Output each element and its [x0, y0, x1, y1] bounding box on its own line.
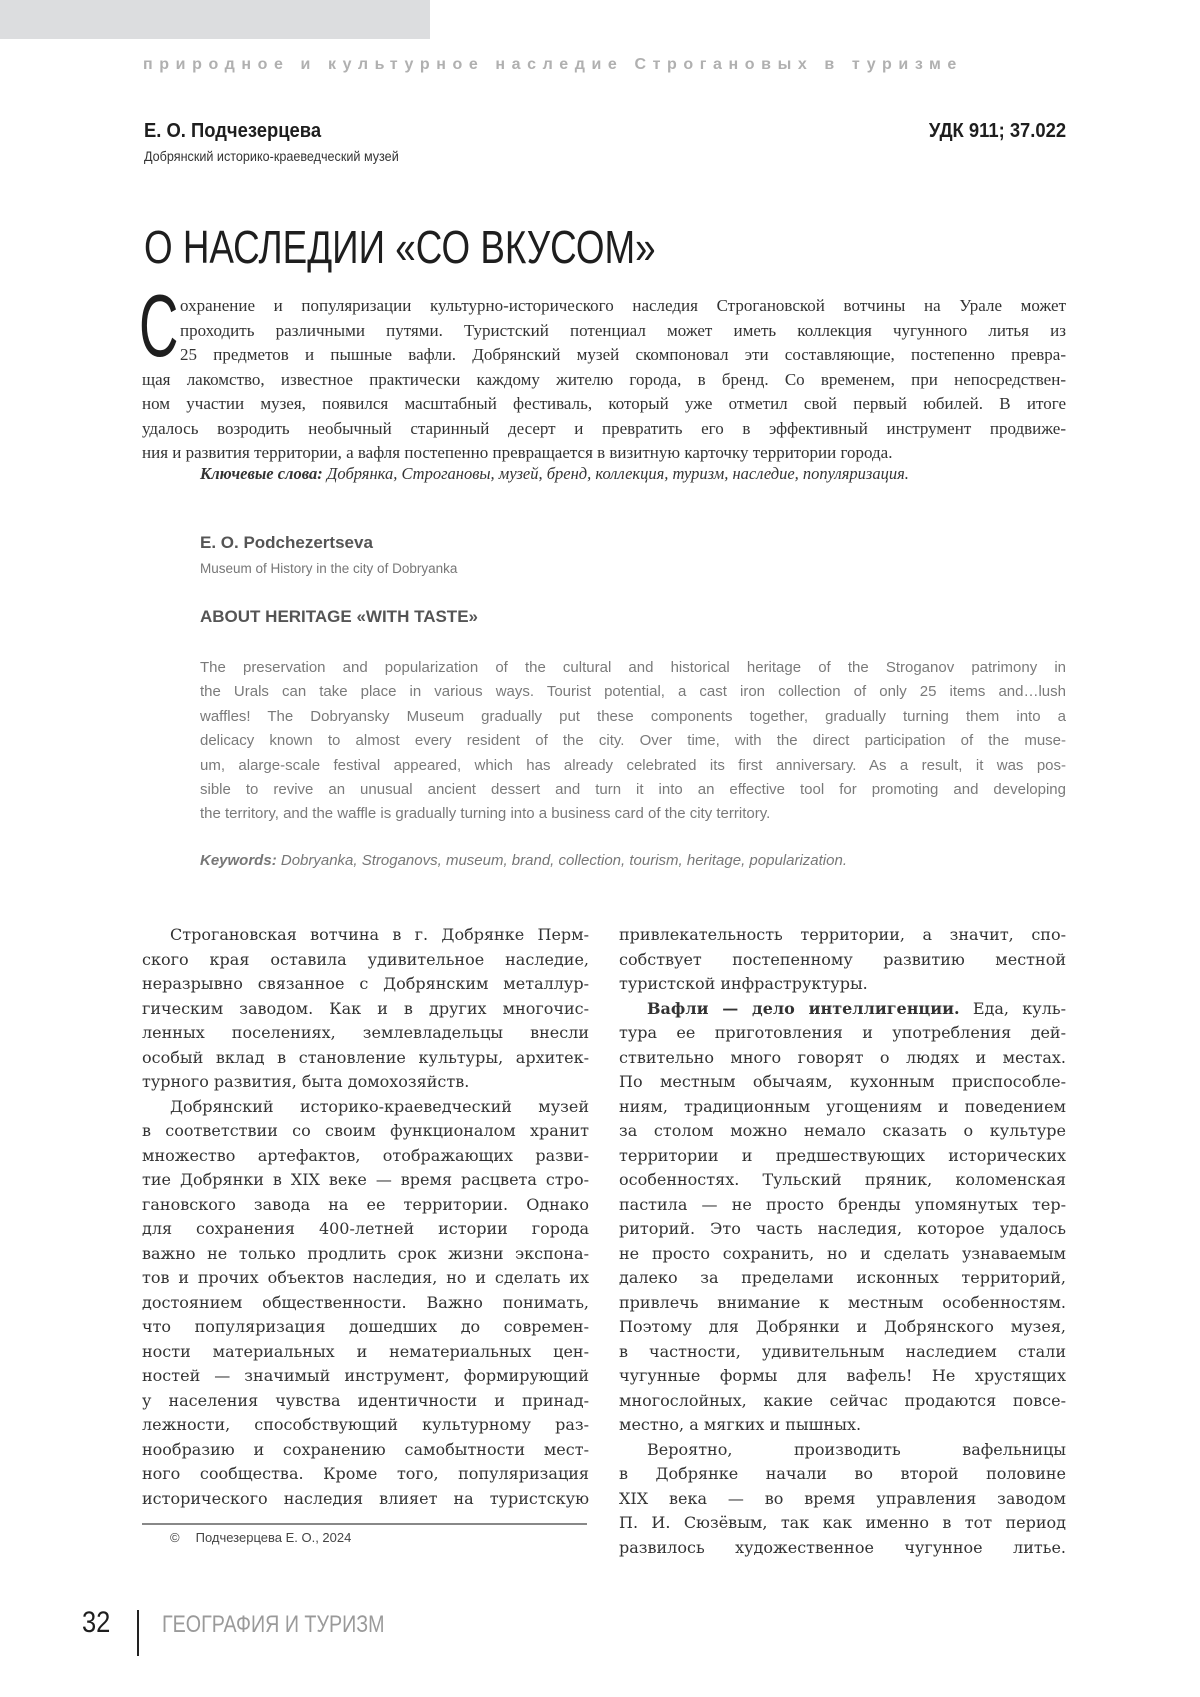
text-line: Строгановская вотчина в г. Добрянке Перм- [142, 923, 589, 948]
footnote-divider [142, 1523, 587, 1525]
text-line: что популяризация дошедших до современ- [142, 1315, 589, 1340]
text-line: не просто сохранить, но и сделать узнаваемым [619, 1242, 1066, 1267]
text-line: Поэтому для Добрянки и Добрянского музея, [619, 1315, 1066, 1340]
text-line: у населения чувства идентичности и принад- [142, 1389, 589, 1414]
text-line: исторического наследия влияет на туристскую [142, 1487, 589, 1512]
text-line: sible to revive an unusual ancient dessert and turn it into an effective tool for promoting and developing [200, 778, 1066, 802]
text-line: пастила — не просто бренды упомянутых тер- [619, 1193, 1066, 1218]
text-line: особый вклад в становление культуры, архитек- [142, 1046, 589, 1071]
article-title-en: ABOUT HERITAGE «WITH TASTE» [200, 607, 478, 627]
copyright-footnote [170, 1530, 351, 1545]
article-title: О НАСЛЕДИИ «СО ВКУСОМ» [144, 220, 656, 274]
text-line: множество артефактов, отображающих разви- [142, 1144, 589, 1169]
text-line: риторий. Это часть наследия, которое удалось [619, 1217, 1066, 1242]
text-line: Вероятно, производить вафельницы [619, 1438, 1066, 1463]
text-line: The preservation and popularization of the cultural and historical heritage of the Stroganov patrimony in [200, 656, 1066, 680]
abstract-en [200, 656, 1066, 827]
text-line: ского края оставила удивительное наследие, [142, 948, 589, 973]
text-line: delicacy known to almost every resident of the city. Over time, with the direct participation of the muse- [200, 729, 1066, 753]
text-line: туристской инфраструктуры. [619, 972, 1066, 997]
text-line: Добрянский историко-краеведческий музей [142, 1095, 589, 1120]
text-line: важно не только продлить срок жизни экспона- [142, 1242, 589, 1267]
text-line: чугунные формы для вафель! Не хрустящих [619, 1364, 1066, 1389]
author-name: Е. О. Подчезерцева [144, 120, 321, 143]
text-line: ствительно много говорят о людях и местах. [619, 1046, 1066, 1071]
text-line: ния и развития территории, а вафля постепенно превращается в визитную карточку территории города. [142, 441, 1066, 466]
author-affiliation-en: Museum of History in the city of Dobryanka [200, 561, 457, 576]
section-lead: Вафли — дело интеллигенции. [647, 999, 960, 1018]
page-number: 32 [82, 1606, 110, 1640]
text-line: П. И. Сюзёвым, так как именно в тот период [619, 1511, 1066, 1536]
text-line: гическим заводом. Как и в других многочис- [142, 997, 589, 1022]
text-line: далеко за пределами исконных территорий, [619, 1266, 1066, 1291]
text-line: собствует постепенному развитию местной [619, 948, 1066, 973]
text-line: По местным обычаям, кухонным приспособле- [619, 1070, 1066, 1095]
text-line: waffles! The Dobryansky Museum gradually put these components together, gradually turning them into a [200, 705, 1066, 729]
text-line: местно, а мягких и пышных. [619, 1413, 1066, 1438]
text-line: достоянием общественности. Важно понимать, [142, 1291, 589, 1316]
text-line: территории и предшествующих исторических [619, 1144, 1066, 1169]
header-decoration-box [0, 0, 430, 39]
drop-cap: С [139, 282, 178, 370]
text-line: привлекательность территории, а значит, спо- [619, 923, 1066, 948]
text-line: многослойных, какие сейчас продаются повсе- [619, 1389, 1066, 1414]
text-line: ном участии музея, появился масштабный фестиваль, который уже отметил свой первый юбилей. В итоге [142, 392, 1066, 417]
text-line: для сохранения 400-летней истории города [142, 1217, 589, 1242]
text-line: в соответствии со своим функционалом хранит [142, 1119, 589, 1144]
journal-section-title: ГЕОГРАФИЯ И ТУРИЗМ [162, 1611, 385, 1639]
text-run: Еда, куль- [960, 999, 1066, 1018]
text-line: the Urals can take place in various ways. Tourist potential, a cast iron collection of only 25 items and…lush [200, 680, 1066, 704]
keywords-ru [200, 464, 909, 484]
text-line: ности материальных и нематериальных цен- [142, 1340, 589, 1365]
keywords-en-text: Dobryanka, Stroganovs, museum, brand, collection, tourism, heritage, popularization. [277, 852, 847, 869]
text-line: ного сообщества. Кроме того, популяризация [142, 1462, 589, 1487]
text-line: тов и прочих объектов наследия, но и сделать их [142, 1266, 589, 1291]
author-affiliation: Добрянский историко-краеведческий музей [144, 148, 399, 164]
running-header: природное и культурное наследие Строгановых в туризме [143, 56, 963, 74]
text-line: охранение и популяризации культурно-исторического наследия Строгановской вотчины на Урале может [142, 294, 1066, 319]
text-line: в частности, удивительным наследием стали [619, 1340, 1066, 1365]
text-line: ниям, традиционным угощениям и поведением [619, 1095, 1066, 1120]
copyright-text: Подчезерцева Е. О., 2024 [196, 1530, 352, 1545]
copyright-icon: © [170, 1530, 180, 1545]
abstract-ru [142, 294, 1066, 466]
text-line: привлечь внимание к местным особенностям. [619, 1291, 1066, 1316]
text-line: неразрывно связанное с Добрянским металлур- [142, 972, 589, 997]
text-line [619, 997, 1066, 1022]
text-line: ленных поселениях, землевладельцы внесли [142, 1021, 589, 1046]
text-line: нообразию и сохранению самобытности мест- [142, 1438, 589, 1463]
text-line: тие Добрянки в XIX веке — время расцвета стро- [142, 1168, 589, 1193]
text-line: особенностях. Тульский пряник, коломенская [619, 1168, 1066, 1193]
text-line: турного развития, быта домохозяйств. [142, 1070, 589, 1095]
text-line: развилось художественное чугунное литье. [619, 1536, 1066, 1561]
text-line: в Добрянке начали во второй половине [619, 1462, 1066, 1487]
keywords-ru-text: Добрянка, Строгановы, музей, бренд, коллекция, туризм, наследие, популяризация. [323, 464, 909, 483]
udk-code: УДК 911; 37.022 [929, 120, 1066, 143]
text-line: the territory, and the waffle is gradually turning into a business card of the city territory. [200, 802, 1066, 826]
text-line: XIX века — во время управления заводом [619, 1487, 1066, 1512]
author-name-en: E. O. Podchezertseva [200, 533, 373, 553]
text-line: щая лакомство, известное практически каждому жителю города, в бренд. Со временем, при непосредствен- [142, 368, 1066, 393]
keywords-en-label: Keywords: [200, 852, 277, 869]
keywords-ru-label: Ключевые слова: [200, 464, 323, 483]
body-column-right [619, 923, 1066, 1560]
text-line: 25 предметов и пышные вафли. Добрянский музей скомпоновал эти составляющие, постепенно превра- [142, 343, 1066, 368]
text-line: um, alarge-scale festival appeared, which has already celebrated its first anniversary. As a result, it was pos- [200, 754, 1066, 778]
text-line: лежности, способствующий культурному раз- [142, 1413, 589, 1438]
text-line: удалось возродить необычный старинный десерт и превратить его в эффективный инструмент продвиже- [142, 417, 1066, 442]
text-line: проходить различными путями. Туристский потенциал может иметь коллекция чугунного литья из [142, 319, 1066, 344]
text-line: за столом можно немало сказать о культуре [619, 1119, 1066, 1144]
keywords-en [200, 852, 847, 869]
text-line: тура ее приготовления и употребления дей- [619, 1021, 1066, 1046]
text-line: ностей — значимый инструмент, формирующий [142, 1364, 589, 1389]
body-column-left [142, 923, 589, 1511]
footer-divider [137, 1610, 139, 1656]
text-line: гановского завода на ее территории. Однако [142, 1193, 589, 1218]
